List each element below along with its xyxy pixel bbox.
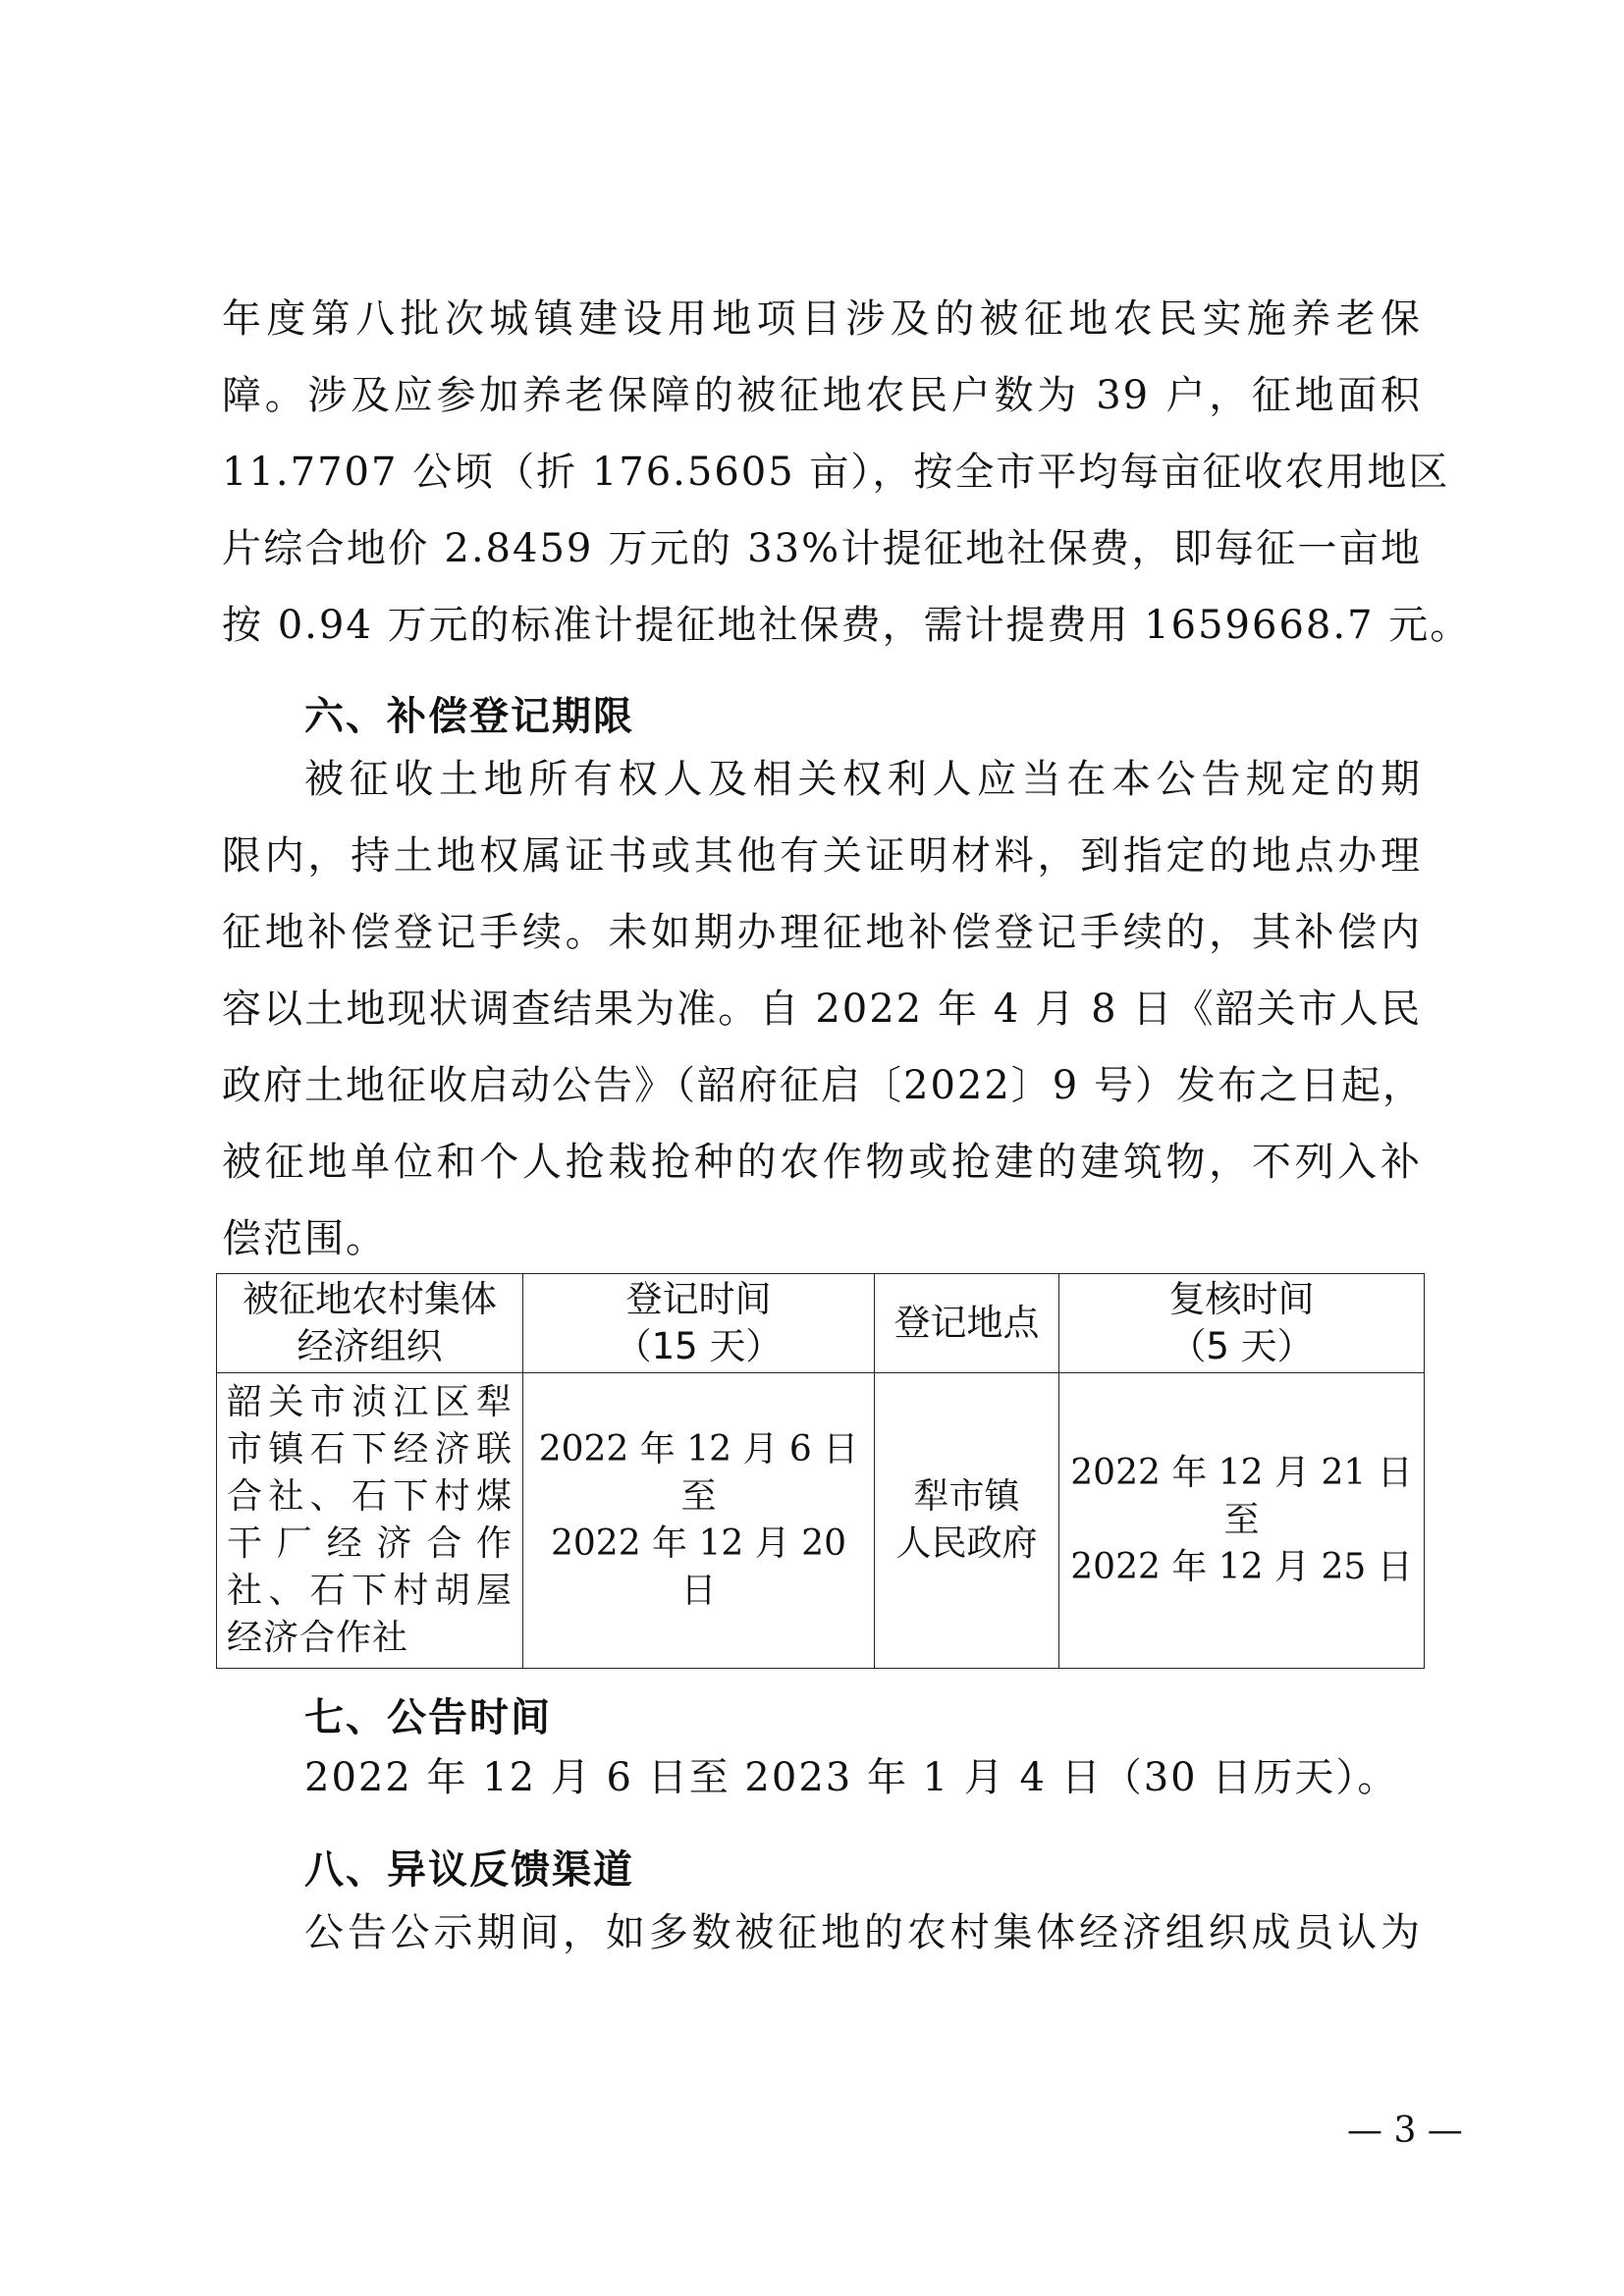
cell-registration-time [523,1373,875,1669]
section8-paragraph [222,1895,1422,1971]
header-regplace-line1: 登记地点 [893,1302,1040,1344]
org-line: 经济合作社 [227,1618,409,1658]
section6-line: 被征收土地所有权人及相关权利人应当在本公告规定的期 [304,757,1422,802]
reg-time-line2: 2022 年 12 月 20 日 [550,1523,846,1611]
org-line: 干厂经济合作 [227,1523,513,1564]
review-time-line1: 2022 年 12 月 21 日至 [1070,1453,1413,1540]
table-header-row [217,1274,1425,1373]
section6-line: 被征地单位和个人抢栽抢种的农作物或抢建的建筑物，不列入补 [222,1140,1422,1185]
section6-line: 容以土地现状调查结果为准。自 2022 年 4 月 8 日《韶关市人民 [222,987,1422,1032]
org-line: 市镇石下经济联 [227,1429,513,1469]
header-registration-place [875,1274,1059,1373]
reg-place-line1: 犁市镇 [913,1476,1020,1517]
section6-line: 偿范围。 [222,1216,387,1261]
section6-line: 政府土地征收启动公告》（韶府征启〔2022〕9 号）发布之日起， [222,1063,1424,1108]
header-org-line2: 经济组织 [297,1325,443,1367]
intro-line: 障。涉及应参加养老保障的被征地农民户数为 39 户，征地面积 [222,373,1422,418]
cell-review-time [1059,1373,1425,1669]
review-time-line2: 2022 年 12 月 25 日 [1070,1547,1413,1587]
section6-heading: 六、补偿登记期限 [304,694,634,739]
section6-line: 限内，持土地权属证书或其他有关证明材料，到指定的地点办理 [222,833,1422,879]
section8-line: 公告公示期间，如多数被征地的农村集体经济组织成员认为 [304,1910,1422,1955]
header-org-line1: 被征地农村集体 [243,1278,497,1320]
cell-registration-place [875,1373,1059,1669]
intro-line: 按 0.94 万元的标准计提征地社保费，需计提费用 1659668.7 元。 [222,603,1472,648]
header-regtime-line2: （15 天） [615,1325,783,1367]
header-review-line2: （5 天） [1169,1325,1314,1367]
org-line: 合社、石下村煤 [227,1476,513,1517]
org-line: 社、石下村胡屋 [227,1571,513,1611]
reg-time-line1: 2022 年 12 月 6 日至 [538,1429,859,1517]
intro-line: 年度第八批次城镇建设用地项目涉及的被征地农民实施养老保 [222,296,1422,342]
reg-place-line2: 人民政府 [895,1523,1038,1564]
section7-heading: 七、公告时间 [304,1695,552,1740]
header-regtime-line1: 登记时间 [625,1278,772,1320]
header-review-line1: 复核时间 [1168,1278,1315,1320]
intro-line: 11.7707 公顷（折 176.5605 亩），按全市平均每亩征收农用地区 [222,450,1450,495]
intro-line: 片综合地价 2.8459 万元的 33%计提征地社保费，即每征一亩地 [222,526,1422,571]
intro-paragraph [222,281,1472,664]
org-line: 韶关市浈江区犁 [227,1382,513,1422]
section6-paragraph [222,741,1422,1277]
table-row [217,1373,1425,1669]
registration-table [216,1273,1425,1669]
cell-organization [217,1373,523,1669]
section6-line: 征地补偿登记手续。未如期办理征地补偿登记手续的，其补偿内 [222,910,1422,955]
section7-text: 2022 年 12 月 6 日至 2023 年 1 月 4 日（30 日历天）。 [304,1755,1399,1800]
header-organization [217,1274,523,1373]
page-number: — 3 — [1347,2110,1463,2151]
header-registration-time [523,1274,875,1373]
header-review-time [1059,1274,1425,1373]
section8-heading: 八、异议反馈渠道 [304,1847,634,1893]
